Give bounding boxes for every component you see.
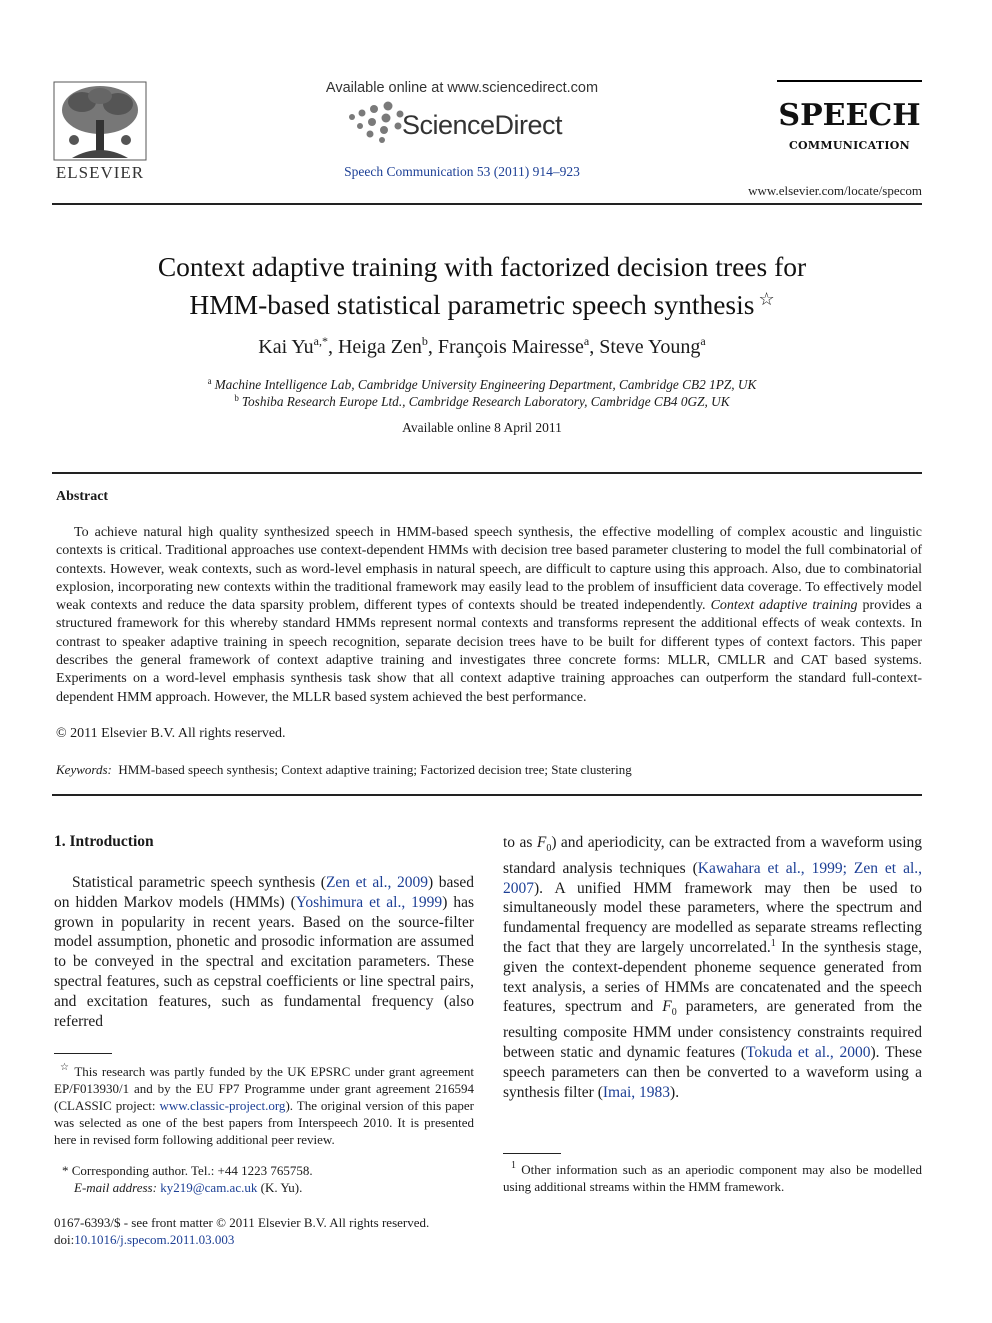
footnote-funding: ☆ This research was partly funded by the UK EPSRC under grant agreement EP/F013930/1 and by the EU FP7 Programme under grant agreement 216594 (CLASSIC project: www.classic-project.org). The original version of this paper was selected as one of the best papers from Interspeech 2010. It is presented here in revised form following additional peer review. <box>54 1062 474 1147</box>
journal-name-sub: COMMUNICATION <box>788 139 911 152</box>
journal-logo-rule <box>777 80 922 82</box>
author-affiliation-mark[interactable]: b <box>421 334 428 348</box>
author-list: Kai $Yu^{a,*}$, Heiga Zen$^b$, François Mairesse$^a$, Steve Young$^a$ <box>258 334 706 358</box>
abstract-copyright: © 2011 Elsevier B.V. All rights reserved. <box>56 726 286 741</box>
footnote-rule-right <box>503 1153 561 1154</box>
project-link[interactable]: www.classic-project.org <box>159 1098 286 1113</box>
footnote-1: $^1$ Other information such as an aperiodic component may also be modelled using additional streams within the HMM framework. <box>503 1160 923 1194</box>
journal-url[interactable]: www.elsevier.com/locate/specom <box>748 183 922 198</box>
email-link[interactable]: ky219@cam.ac.uk <box>160 1180 258 1195</box>
doi-link[interactable]: 10.1016/j.specom.2011.03.003 <box>74 1232 235 1247</box>
available-online-date: Available online 8 April 2011 <box>402 420 562 435</box>
journal-reference-link[interactable]: Speech Communication 53 (2011) 914–923 <box>344 164 580 179</box>
keywords-label: Keywords: <box>56 762 112 777</box>
intro-paragraph-left: Statistical parametric speech synthesis (Zen et al., 2009) based on hidden Markov models (HMMs) (Yoshimura et al., 1999) has grown in popularity in recent years. Based on the source-filter model assumption, phonetic and prosodic information are assumed to be conveyed in the spectral and excitation parameters. These spectral features, such as cepstral coefficients or line spectral pairs, and excitation features, such as fundamental frequency (also referred <box>54 874 475 1030</box>
title-line-2: HMM-based statistical parametric speech synthesis ☆ <box>189 289 775 320</box>
author-affiliation-mark[interactable]: a <box>700 334 706 348</box>
sciencedirect-wordmark: ScienceDirect <box>402 110 563 140</box>
section-heading-introduction: 1. Introduction <box>54 833 154 850</box>
abstract-bottom-rule <box>52 794 922 796</box>
author-name: Heiga Zen <box>337 336 422 358</box>
author-affiliation-mark[interactable]: a,* <box>313 334 328 348</box>
abstract-top-rule <box>52 472 922 474</box>
affiliation-a: $^a$ Machine Intelligence Lab, Cambridge University Engineering Department, Cambridge CB2 1PZ, UK <box>207 376 757 392</box>
keywords-list: HMM-based speech synthesis; Context adaptive training; Factorized decision tree; State clustering <box>118 762 632 777</box>
footnote-rule-left <box>54 1053 112 1054</box>
intro-paragraph-right: to as $F_0$) and aperiodicity, can be extracted from a waveform using standard analysis techniques (Kawahara et al., 1999; Zen et al., 2007). A unified HMM framework may then be used to simultaneously model these parameters, where the spectrum and fundamental frequency are modelled as separate streams reflecting the fact that they are largely uncorrelated.$^1$ In the synthesis stage, given the context-dependent phoneme sequence generated from text analysis, a series of HMMs are concatenated and the speech features, spectrum and $F_0$ parameters, are generated from the resulting composite HMM under consistency constraints required between static and dynamic features (Tokuda et al., 2000). These speech parameters can then be converted to a waveform using a synthesis filter (Imai, 1983). <box>503 834 923 1101</box>
publisher-name: ELSEVIER <box>55 163 145 182</box>
author-affiliation-mark[interactable]: a <box>583 334 590 348</box>
available-online-text: Available online at www.sciencedirect.com <box>325 80 599 96</box>
affiliation-b: $^b$ Toshiba Research Europe Ltd., Cambridge Research Laboratory, Cambridge CB4 0GZ, UK <box>234 393 730 409</box>
header-rule <box>52 203 922 205</box>
citation-link[interactable]: Yoshimura et al., 1999 <box>295 893 443 911</box>
footnote-ref-1[interactable]: 1 <box>770 938 776 950</box>
author-name: Steve Young <box>599 336 701 358</box>
title-line-1: Context adaptive training with factorized decision trees for <box>157 251 807 282</box>
citation-link[interactable]: Imai, 1983 <box>602 1083 671 1101</box>
citation-link[interactable]: Zen et al., 2009 <box>325 874 428 891</box>
author-name: François Mairesse <box>437 336 584 358</box>
abstract-body: To achieve natural high quality synthesized speech in HMM-based speech synthesis, the effective modelling of complex acoustic and linguistic contexts is critical. Traditional approaches use context-dependent HMMs with decision tree based parameter clustering to model the full combinatorial of contexts. However, weak contexts, such as word-level emphasis in natural speech, are difficult to capture using this approach. Also, due to combinatorial explosion, incorporating new contexts within the traditional framework may easily lead to the problem of insufficient data coverage. To effectively model weak contexts and reduce the data sparsity problem, different types of contexts should be treated independently. Context adaptive training provides a structured framework for this whereby standard HMMs represent normal contexts and transforms represent the additional effects of weak contexts. In contrast to speaker adaptive training in speech recognition, separate decision trees have to be built for different types of context factors. This paper describes the general framework of context adaptive training and investigates three concrete forms: MLLR, CMLLR and CAT based systems. Experiments on a word-level emphasis synthesis task show that all context adaptive training approaches can outperform the standard full-context-dependent HMM approach. However, the MLLR based system achieved the best performance. <box>56 525 922 705</box>
footnote-email: E-mail address: ky219@cam.ac.uk (K. Yu). <box>74 1180 303 1195</box>
footnote-corresponding-author: * Corresponding author. Tel.: +44 1223 765758. <box>62 1163 313 1178</box>
keywords <box>56 762 632 778</box>
article-title <box>52 251 912 321</box>
abstract-heading: Abstract <box>56 489 109 504</box>
issn-line: 0167-6393/$ - see front matter © 2011 Elsevier B.V. All rights reserved. <box>54 1215 430 1230</box>
abstract-emphasis: Context adaptive training <box>710 598 858 614</box>
citation-link[interactable]: Tokuda et al., 2000 <box>745 1044 871 1062</box>
author-name: Kai Yu <box>258 336 314 358</box>
title-footnote-mark[interactable]: ☆ <box>758 289 775 309</box>
doi-line: doi:10.1016/j.specom.2011.03.003 <box>54 1232 235 1247</box>
journal-name: SPEECH <box>778 98 921 133</box>
citation-link[interactable]: Kawahara et al., 1999; Zen et al., 2007 <box>503 859 923 897</box>
